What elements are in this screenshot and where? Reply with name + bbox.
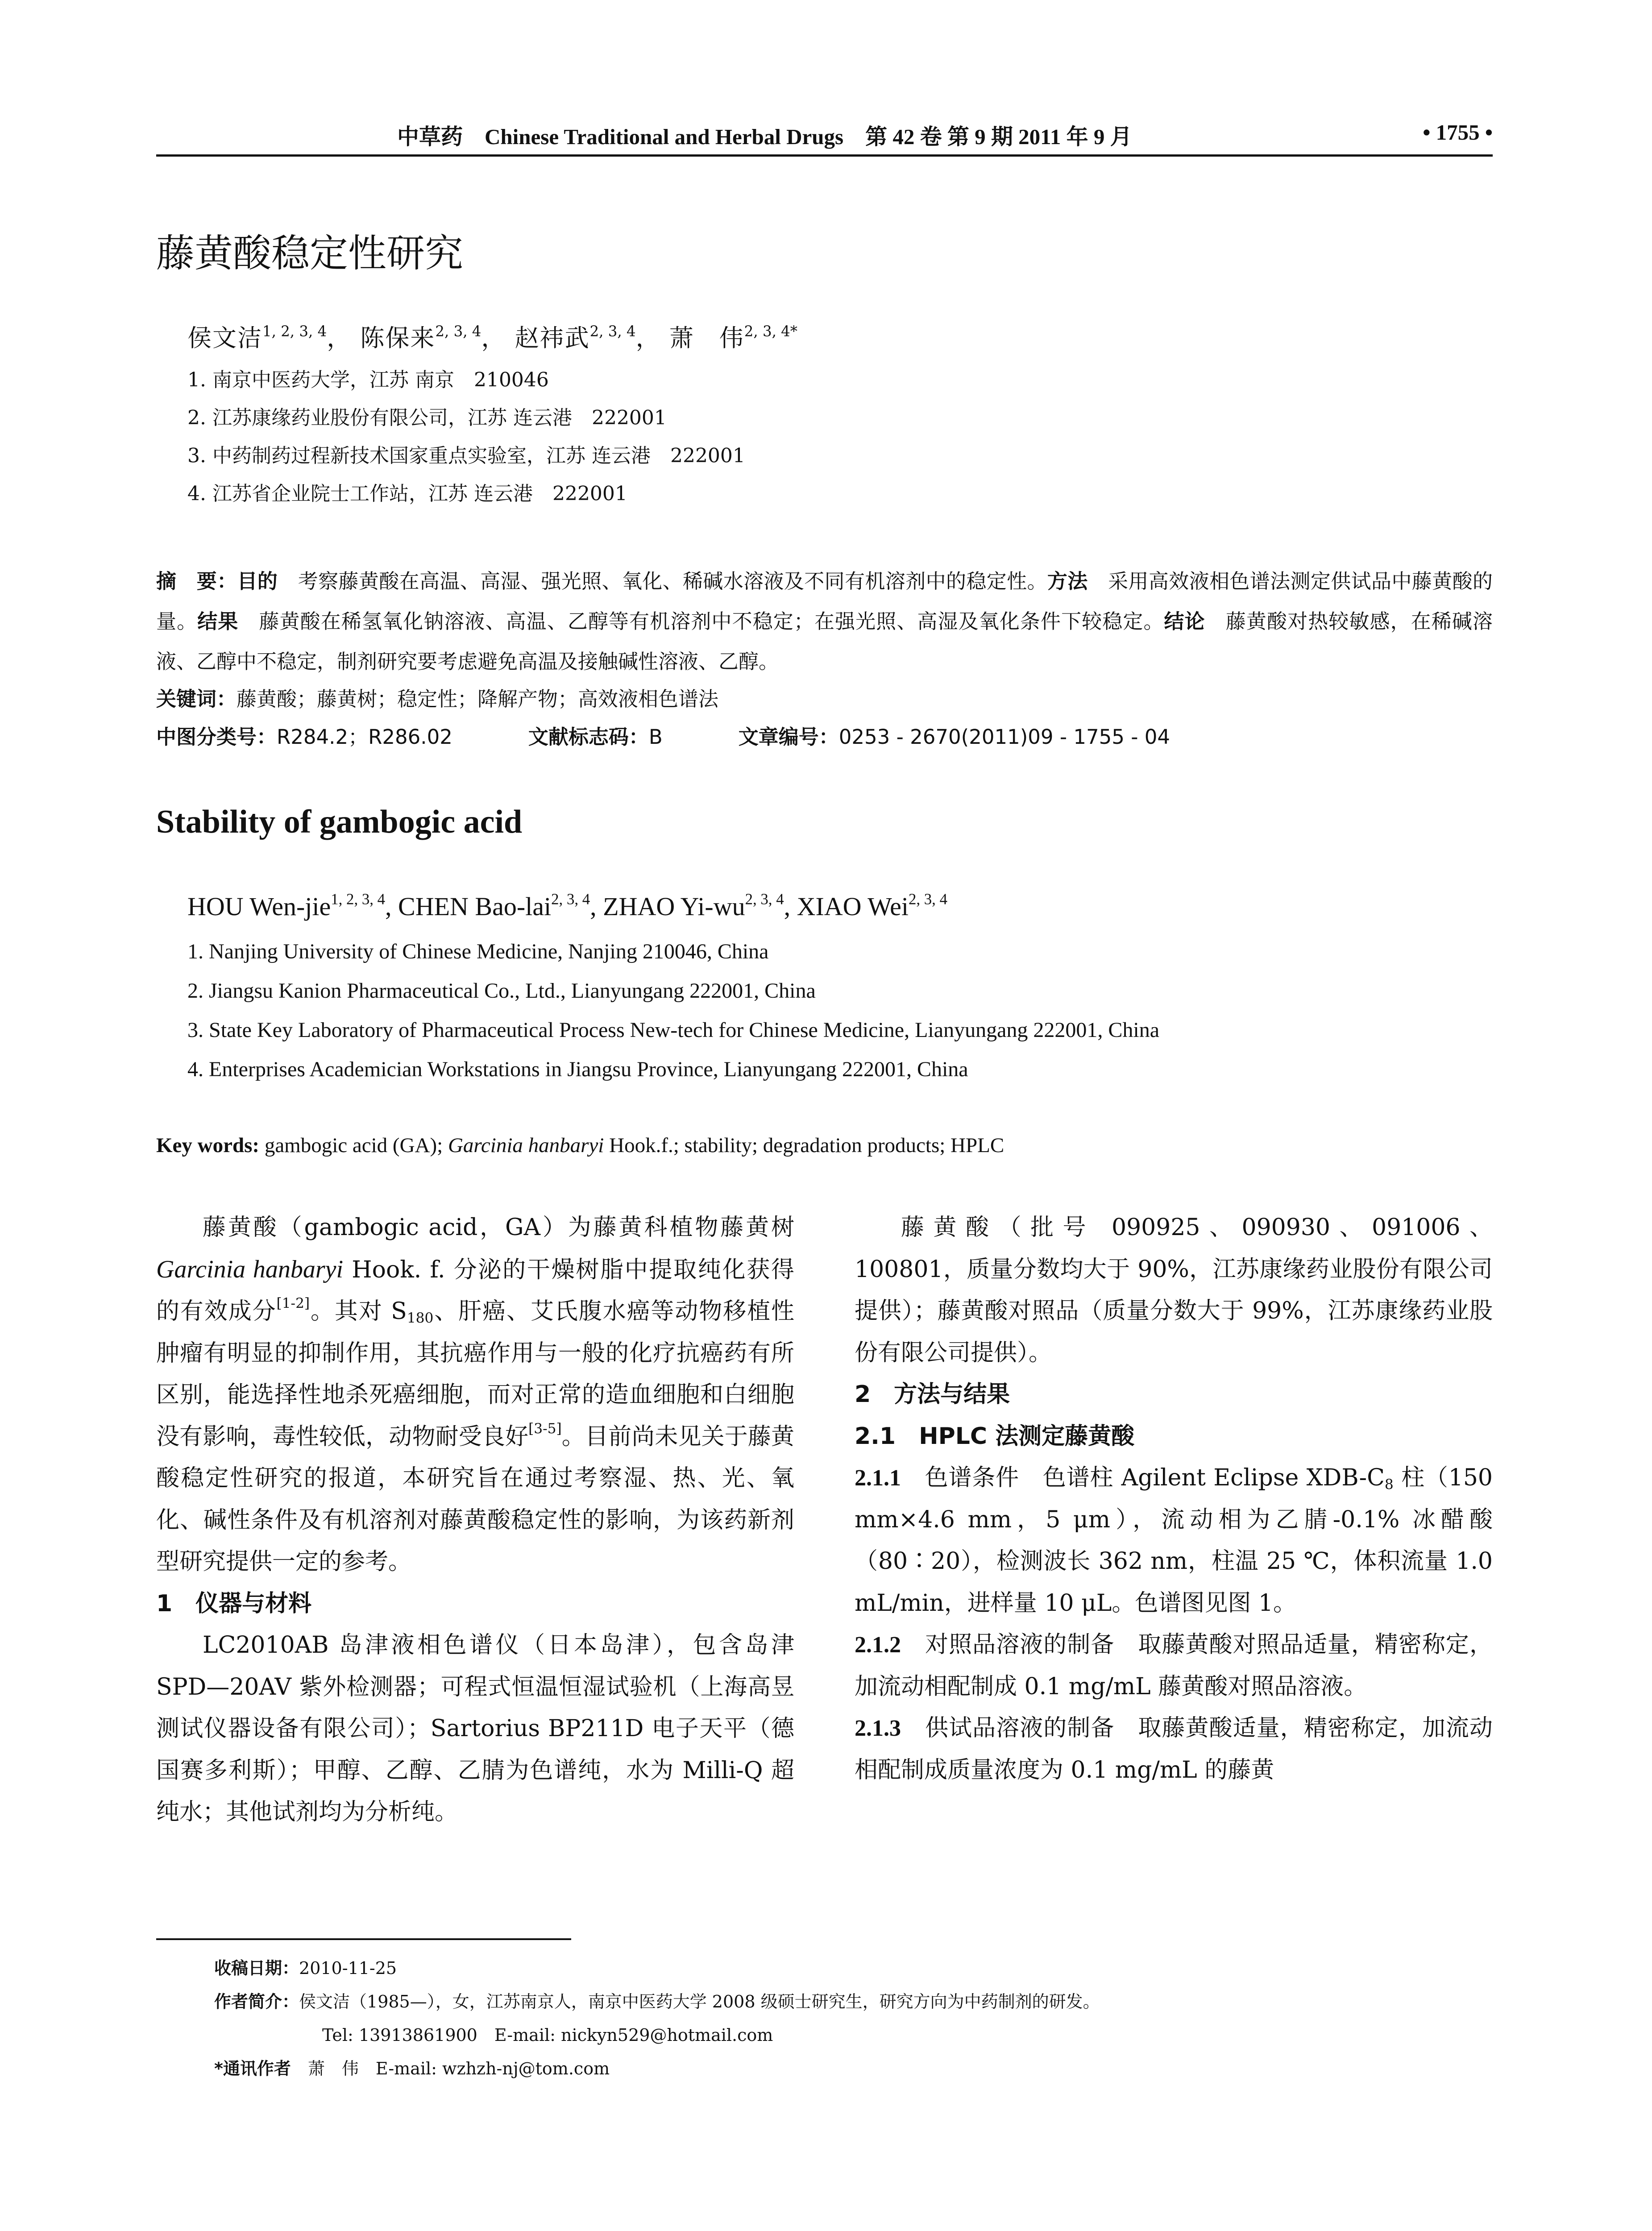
sample-solution-paragraph — [855, 1708, 1493, 1791]
subsection-title: 色谱条件 — [901, 1464, 1019, 1491]
paragraph-text: 取藤黄酸对照品适量，精密称定，加流动相配制成 0.1 mg/mL 藤黄酸对照品溶液。 — [855, 1631, 1493, 1700]
author-name: 陈保来 — [360, 324, 436, 352]
affiliation-cn: 4. 江苏省企业院士工作站，江苏 连云港 222001 — [187, 482, 627, 505]
body-column-right — [855, 1207, 1493, 1791]
abstract-cn — [156, 561, 1493, 682]
paragraph-text: 色谱柱 Agilent Eclipse XDB-C — [1019, 1464, 1385, 1491]
subsection-heading: 2.1 HPLC 法测定藤黄酸 — [855, 1422, 1135, 1450]
subscript: 8 — [1384, 1476, 1394, 1493]
authors-cn: 侯文洁$^{1, 2, 3, 4}$， 陈保来$^{2, 3, 4}$， 赵祎武$^{2, 3, 4}$， 萧 伟$^{2, 3, 4*}$ — [187, 323, 797, 352]
result-text: 藤黄酸在稀氢氧化钠溶液、高温、乙醇等有机溶剂中不稳定；在强光照、高湿及氧化条件下较稳定。 — [238, 610, 1164, 633]
footnote-contact: Tel: 13913861900 E-mail: nickyn529@hotmail.com — [322, 2025, 773, 2045]
article-no-label: 文章编号： — [738, 725, 839, 749]
author-name: XIAO Wei — [797, 892, 909, 921]
section-heading: 2 方法与结果 — [855, 1381, 1010, 1408]
subsection-number: 2.1.2 — [855, 1632, 901, 1658]
author-sup: 2, 3, 4 — [589, 323, 636, 340]
footnote-received — [214, 1954, 397, 1979]
received-label: 收稿日期： — [214, 1958, 299, 1978]
keywords-en-text-rest: Hook.f.; stability; degradation products; HPLC — [604, 1134, 1004, 1157]
intro-text: 。目前尚未见关于藤黄酸稳定性研究的报道，本研究旨在通过考察湿、热、光、氧化、碱性条件及有机溶剂对藤黄酸稳定性的影响，为该药新剂型研究提供一定的参考。 — [156, 1423, 794, 1575]
running-header — [156, 115, 1493, 151]
author-name: 赵祎武 — [515, 324, 590, 352]
author-sup: 1, 2, 3, 4 — [331, 890, 386, 908]
subscript: 180 — [407, 1310, 434, 1326]
paragraph-text: 柱（150 mm×4.6 mm，5 μm），流动相为乙腈-0.1% 冰醋酸（80∶20），检测波长 362 nm，柱温 25 ℃，体积流量 1.0 mL/min，进样量 10 μL。色谱图见图 1。 — [855, 1464, 1493, 1617]
authors-en: HOU Wen-jie$^{1, 2, 3, 4}$, CHEN Bao-lai$^{2, 3, 4}$, ZHAO Yi-wu$^{2, 3, 4}$, XIAO Wei$^{2, 3, 4}$ — [187, 890, 947, 921]
header-rule — [156, 154, 1493, 157]
author-name: HOU Wen-jie — [187, 892, 331, 921]
citation: [1-2] — [276, 1295, 310, 1312]
subsection-number: 2.1.3 — [855, 1716, 901, 1741]
title-cn: 藤黄酸稳定性研究 — [156, 231, 463, 276]
affiliation-en: 2. Jiangsu Kanion Pharmaceutical Co., Ltd., Lianyungang 222001, China — [187, 979, 816, 1003]
author-sup: 2, 3, 4 — [745, 890, 784, 908]
conclusion-label: 结论 — [1164, 610, 1205, 633]
corr-label: *通讯作者 — [214, 2059, 291, 2078]
reference-solution-paragraph — [855, 1624, 1493, 1708]
article-no-value: 0253 - 2670(2011)09 - 1755 - 04 — [838, 725, 1171, 749]
clc-value: R284.2；R286.02 — [277, 725, 452, 749]
author-name: 萧 伟 — [669, 324, 744, 352]
page-number: • 1755 • — [1423, 120, 1493, 145]
conclusion-text: 藤黄酸对热较敏感，在稀碱溶液、乙醇中不稳定，制剂研究要考虑避免高温及接触碱性溶液、乙醇。 — [156, 610, 1493, 673]
abstract-label: 摘 要： — [156, 569, 237, 593]
purpose-label: 目的 — [237, 569, 278, 593]
paragraph-text: 取藤黄酸适量，精密称定，加流动相配制成质量浓度为 0.1 mg/mL 的藤黄 — [855, 1715, 1493, 1783]
clc-label: 中图分类号： — [156, 725, 277, 749]
section-heading: 1 仪器与材料 — [156, 1590, 312, 1617]
affiliation-cn: 1. 南京中医药大学，江苏 南京 210046 — [187, 369, 549, 391]
bio-text: 侯文洁（1985—），女，江苏南京人，南京中医药大学 2008 级硕士研究生，研究方向为中药制剂的研发。 — [299, 1992, 1100, 2011]
author-name: 侯文洁 — [187, 324, 262, 352]
doc-code-value: B — [648, 725, 663, 749]
footnote-corresponding — [214, 2055, 610, 2079]
keywords-en-label: Key words: — [156, 1134, 260, 1157]
keywords-cn-text: 藤黄酸；藤黄树；稳定性；降解产物；高效液相色谱法 — [237, 687, 719, 711]
materials-paragraph: LC2010AB 岛津液相色谱仪（日本岛津），包含岛津 SPD—20AV 紫外检测器；可程式恒温恒湿试验机（上海高昱测试仪器设备有限公司）；Sartorius BP211D 电子天平（德国赛多利斯）；甲醇、乙醇、乙腈为色谱纯，水为 Milli-Q 超纯水；其他试剂均为分析纯。 — [156, 1632, 794, 1825]
author-name: CHEN Bao-lai — [398, 892, 552, 921]
classification-line — [156, 721, 1170, 750]
subsection-title: 对照品溶液的制备 — [901, 1631, 1115, 1658]
received-date: 2010-11-25 — [299, 1958, 397, 1978]
corr-text: 萧 伟 E-mail: wzhzh-nj@tom.com — [291, 2059, 610, 2078]
chromatography-paragraph — [855, 1457, 1493, 1624]
affiliation-en: 3. State Key Laboratory of Pharmaceutical Process New-tech for Chinese Medicine, Lianyungang 222001, China — [187, 1018, 1160, 1042]
intro-text: Hook. f. 分泌的干燥树脂中提取纯化获得的有效成分 — [156, 1256, 794, 1325]
result-label: 结果 — [197, 610, 239, 633]
keywords-en — [156, 1133, 1004, 1157]
intro-paragraph — [156, 1207, 794, 1583]
species-name: Garcinia hanbaryi — [156, 1255, 344, 1283]
intro-text: 藤黄酸（gambogic acid，GA）为藤黄科植物藤黄树 — [203, 1214, 794, 1241]
purpose-text: 考察藤黄酸在高温、高湿、强光照、氧化、稀碱水溶液及不同有机溶剂中的稳定性。 — [278, 569, 1047, 593]
method-label: 方法 — [1047, 569, 1088, 593]
intro-text: 。其对 S — [310, 1298, 407, 1325]
body-column-left — [156, 1207, 794, 1833]
materials-paragraph: 藤黄酸（批号 090925、090930、091006、100801，质量分数均大于 90%，江苏康缘药业股份有限公司提供）；藤黄酸对照品（质量分数大于 99%，江苏康缘药业股份有限公司提供）。 — [855, 1214, 1493, 1366]
subsection-title: 供试品溶液的制备 — [901, 1715, 1115, 1742]
keywords-cn-label: 关键词： — [156, 687, 237, 711]
author-sup: 2, 3, 4 — [435, 323, 481, 340]
method-text: 采用高效液相色谱法测定供试品中藤黄酸的量。 — [156, 569, 1493, 633]
keywords-cn — [156, 683, 718, 712]
bio-label: 作者简介： — [214, 1992, 299, 2011]
author-sup: 2, 3, 4 — [551, 890, 590, 908]
title-en: Stability of gambogic acid — [156, 804, 523, 840]
author-sup: 2, 3, 4 — [908, 890, 947, 908]
footnote-rule — [156, 1938, 571, 1940]
intro-text: 、肝癌、艾氏腹水癌等动物移植性肿瘤有明显的抑制作用，其抗癌作用与一般的化疗抗癌药有所区别，能选择性地杀死癌细胞，而对正常的造血细胞和白细胞没有影响，毒性较低，动物耐受良好 — [156, 1298, 794, 1450]
doc-code-label: 文献标志码： — [528, 725, 649, 749]
footnote-bio — [214, 1988, 1100, 2012]
citation: [3-5] — [528, 1420, 562, 1437]
author-sup: 1, 2, 3, 4 — [262, 323, 327, 340]
author-name: ZHAO Yi-wu — [603, 892, 745, 921]
author-sup: 2, 3, 4* — [744, 323, 797, 340]
keywords-en-text: gambogic acid (GA); — [259, 1134, 448, 1157]
keywords-en-species: Garcinia hanbaryi — [448, 1134, 604, 1157]
affiliation-en: 1. Nanjing University of Chinese Medicine, Nanjing 210046, China — [187, 940, 769, 963]
affiliation-en: 4. Enterprises Academician Workstations in Jiangsu Province, Lianyungang 222001, China — [187, 1057, 968, 1081]
affiliation-cn: 3. 中药制药过程新技术国家重点实验室，江苏 连云港 222001 — [187, 444, 745, 467]
subsection-number: 2.1.1 — [855, 1465, 901, 1491]
journal-header: 中草药 Chinese Traditional and Herbal Drugs 第 42 卷 第 9 期 2011 年 9 月 — [397, 124, 1132, 149]
affiliation-cn: 2. 江苏康缘药业股份有限公司，江苏 连云港 222001 — [187, 406, 667, 429]
